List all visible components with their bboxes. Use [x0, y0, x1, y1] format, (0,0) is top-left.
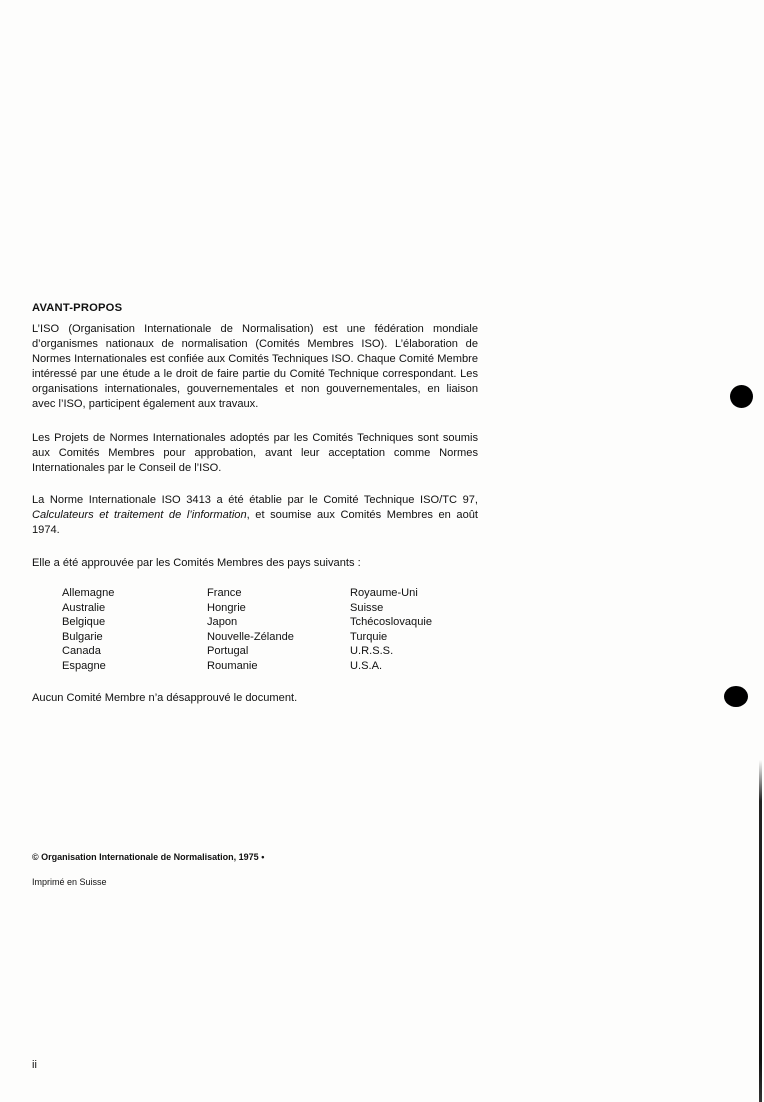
country-item: Hongrie [207, 601, 246, 614]
committee-title: Calculateurs et traitement de l’information [32, 509, 247, 522]
country-item: Canada [62, 645, 101, 658]
country-item: Tchécoslovaquie [350, 616, 433, 629]
country-item: U.S.A. [350, 659, 383, 672]
country-item: Roumanie [207, 659, 258, 672]
iso-description-paragraph: L’ISO (Organisation Internationale de Normalisation) est une fédération mondiale d’organismes nationaux de normalisation (Comités Membres ISO). L’élaboration de Normes Internationales est confiée aux Comités Techniques ISO. Chaque Comité Membre intéressé par une étude a le droit de faire partie du Comité Technique correspondant. Les organisations internationales, gouvernementales et non gouvernementales, en liaison avec l’ISO, participent également aux travaux. [32, 323, 478, 411]
draft-standards-paragraph: Les Projets de Normes Internationales adoptés par les Comités Techniques sont soumis aux Comités Membres pour approbation, avant leur acceptation comme Normes Internationales par le Conseil de l’ISO. [32, 432, 478, 475]
disapproval-note: Aucun Comité Membre n’a désapprouvé le document. [32, 692, 298, 704]
country-column-2 [207, 586, 294, 674]
country-item: U.R.S.S. [350, 645, 394, 658]
country-item: Portugal [207, 645, 249, 658]
copyright-notice: © Organisation Internationale de Normalisation, 1975 • [32, 852, 265, 862]
country-item: Espagne [62, 659, 106, 672]
country-item: Suisse [350, 601, 384, 614]
country-item: Bulgarie [62, 630, 103, 643]
country-item: Royaume-Uni [350, 587, 418, 599]
standard-origin-paragraph [32, 493, 478, 538]
punch-hole-icon [730, 385, 753, 408]
scan-edge-divider [759, 760, 762, 1102]
country-item: Belgique [62, 616, 106, 629]
country-item: France [207, 587, 242, 599]
approving-countries-list [62, 586, 482, 676]
page-number: ii [32, 1059, 37, 1071]
standard-submission-text: , et soumise aux Comités Membres en août 1974. [32, 509, 478, 537]
foreword-heading: AVANT-PROPOS [32, 302, 123, 314]
punch-hole-icon [724, 686, 748, 707]
country-column-1 [62, 586, 114, 674]
standard-origin-text: La Norme Internationale ISO 3413 a été établie par le Comité Technique ISO/TC 97, [32, 494, 478, 506]
country-item: Nouvelle-Zélande [207, 630, 294, 643]
country-item: Turquie [350, 630, 388, 643]
printed-in-note: Imprimé en Suisse [32, 877, 107, 887]
country-column-3 [350, 586, 432, 674]
approval-intro: Elle a été approuvée par les Comités Membres des pays suivants : [32, 557, 361, 569]
country-item: Japon [207, 616, 238, 629]
country-item: Allemagne [62, 587, 115, 599]
country-item: Australie [62, 601, 106, 614]
